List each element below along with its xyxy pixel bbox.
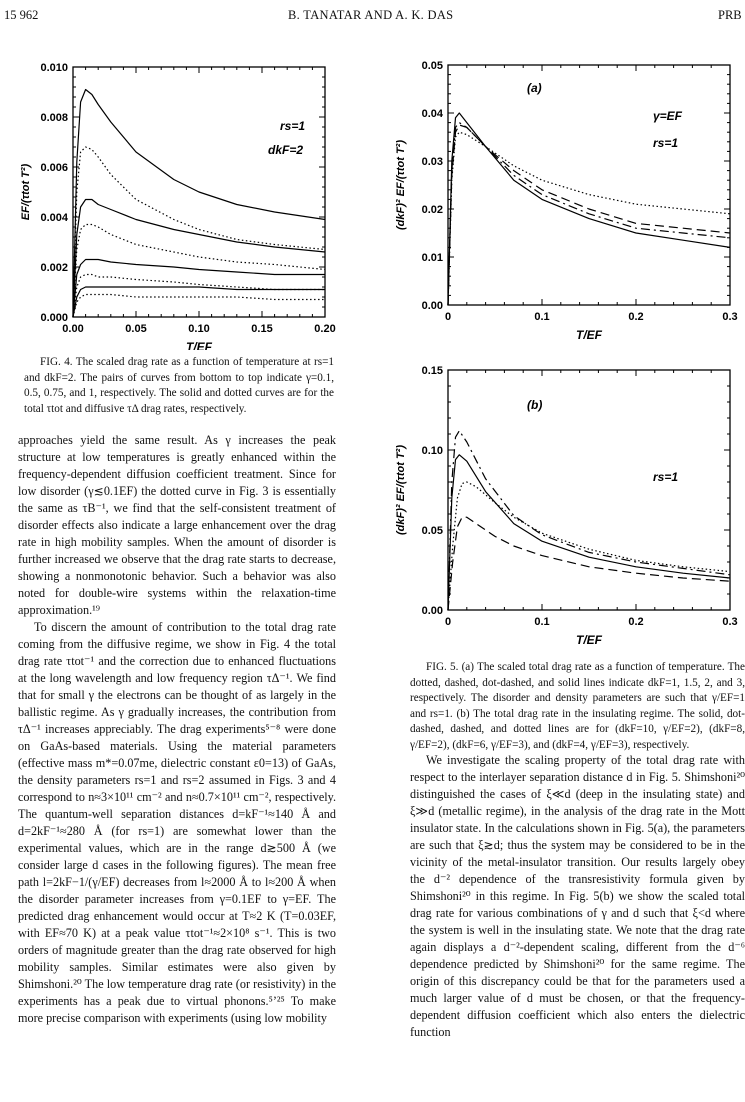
journal-name: PRB: [718, 8, 742, 22]
svg4-ytick-label: 0.000: [40, 312, 68, 324]
svg5a-ytick-label: 0.02: [421, 204, 443, 216]
running-authors: B. TANATAR AND A. K. DAS: [288, 8, 454, 22]
fig5a-annotation-gamma: γ=EF: [653, 109, 683, 123]
svg4-series-dotted-line: [73, 275, 325, 318]
fig5a-annotation-rs: rs=1: [653, 136, 679, 150]
svg4-ylabel: EF/(τtot T²): [20, 163, 32, 221]
svg4-ytick-label: 0.004: [40, 212, 68, 224]
fig4-annotation-rs: rs=1: [280, 119, 306, 133]
svg4-series-dotted-line: [73, 147, 325, 317]
svg5b-ytick-label: 0.10: [421, 445, 443, 457]
svg5b-ytick-label: 0.15: [421, 365, 443, 377]
svg4-xtick-label: 0.15: [251, 323, 273, 335]
svg5a-xtick-label: 0.2: [628, 311, 644, 323]
left-paragraph-1: approaches yield the same result. As γ increases the peak structure at low temperatures is greatly enhanced within the frequency-dependent diffusion coefficient treatment. Since for low disorder (γ≲0.1EF) the dotted curve in Fig. 3 is essentially the same as τB⁻¹, we find that the self-consistent treatment of disorder effects also indicate a large enhancement over the drag rate in high mobility samples. When the amount of disorder is further increased we observe that the drag rate starts to decrease, showing a nonmonotonic behavior. Such a behavior was also noted for double-wire systems within the relaxation-time approximation.¹⁹: [18, 433, 336, 617]
svg5b-xtick-label: 0.3: [722, 616, 738, 628]
svg4-series-dotted-line: [73, 225, 325, 318]
fig4-caption: [24, 355, 334, 417]
svg5b-xtick-label: 0: [444, 616, 452, 628]
fig5b-panel-label: (b): [527, 398, 543, 412]
svg5a-series-dashdot-line: [448, 123, 730, 305]
svg4-ytick-label: 0.008: [40, 112, 68, 124]
fig4-annotation-dkf: dkF=2: [268, 143, 304, 157]
left-column-text: [18, 432, 336, 1027]
svg5b-xtick-label: 0.1: [534, 616, 550, 628]
fig5b-annotation-rs: rs=1: [653, 470, 679, 484]
svg5a-xtick-label: 0.1: [534, 311, 550, 323]
svg5a-xtick-label: 0.3: [722, 311, 738, 323]
fig5a-chart: [390, 50, 745, 340]
svg5a-ytick-label: 0.01: [421, 252, 443, 264]
svg5a-xlabel: T/EF: [576, 328, 602, 340]
figure-5a: [390, 50, 745, 340]
svg5a-ylabel: (dkF)² EF/(τtot T²): [395, 139, 407, 231]
svg4-ytick-label: 0.006: [40, 162, 68, 174]
svg5a-xtick-label: 0: [444, 311, 452, 323]
svg5a-ytick-label: 0.03: [421, 156, 443, 168]
svg5a-ytick-label: 0.00: [421, 300, 443, 312]
left-paragraph-2: To discern the amount of contribution to the total drag rate coming from the diffusive regime, we show in Fig. 4 the total drag rate τtot⁻¹ and the correction due to enhanced fluctuations at the long wavelength and low frequency region τΔ⁻¹. We find that for small γ the electrons can be thought of as largely in the ballistic regime. As γ gradually increases, the contribution from τΔ⁻¹ increases appreciably. The drag experiments⁵⁻⁸ were done on GaAs-based materials. Using the material parameters (effective mass m*=0.07me, dielectric constant ε0=13) of GaAs, the density parameters rs=1 and rs=2 assumed in Figs. 3 and 4 correspond to n≈3×10¹¹ cm⁻² and n≈0.7×10¹¹ cm⁻², respectively. The quantum-well separation distances d=kF⁻¹≈140 Å and d=2kF⁻¹≈280 Å (for rs=1) are somewhat lower than the experimental values, which are in the range d≳500 Å (we consider large d cases in the following figures). The mean free path l=2kF−1/(γ/EF) decreases from l≈2000 Å to l≈200 Å when the disorder parameter increases from γ=0.1EF to γ=EF. The predicted drag enhancement would occur at T≈2 K (T=0.03EF, with EF≈70 K) at a peak value τtot⁻¹≈2×10⁸ s⁻¹. This is two orders of magnitude greater than the drag rate observed for high mobility samples. Similar estimates were also given by Shimshoni.²⁰ The low temperature drag rate (or resistivity) in the experiments has a peak due to virtual phonons.⁵ʼ²⁵ To make more precise comparison with experiments (using low mobility: [18, 620, 336, 1025]
svg4-series-solid-line: [73, 260, 325, 318]
svg4-ytick-label: 0.002: [40, 262, 68, 274]
svg4-ytick-label: 0.010: [40, 62, 68, 74]
page-header: [0, 0, 745, 26]
svg5b-series-dashdot-line: [448, 431, 730, 610]
fig5b-chart: [390, 355, 745, 645]
svg5b-ytick-label: 0.00: [421, 605, 443, 617]
svg4-xtick-label: 0.00: [62, 323, 84, 335]
svg5b-ytick-label: 0.05: [421, 525, 443, 537]
fig4-chart: [0, 50, 345, 350]
right-paragraph-1: We investigate the scaling property of the total drag rate with respect to the interlayer separation distance d in Fig. 5. Shimshoni²⁰ distinguished the cases of ξ≪d (deep in the insulating state) and ξ≫d (metallic regime), in the analysis of the drag rate in the Mott insulator state. In the calculations shown in Fig. 5(a), the parameters are such that ξ≳d; thus the system may be considered to be in the vicinity of the metal-insulator transition. Our results largely obey the d⁻² dependence of the transresistivity formula given by Shimshoni²⁰ in this regime. In Fig. 5(b) we show the scaled total drag rate for various combinations of γ and d such that ξ<d where the system is well in the insulating state. We note that the drag rate again displays a d⁻²-dependent scaling, different from the d⁻⁶ dependence predicted by Shimshoni²⁰ for the same regime. The origin of this discrepancy could be that for the parameters used a much larger value of d must be chosen, or that the frequency-dependent diffusion coefficient which also enters the dielectric function: [410, 753, 745, 1039]
svg4-xtick-label: 0.10: [188, 323, 210, 335]
svg5b-xtick-label: 0.2: [628, 616, 644, 628]
svg5a-plot-frame: [448, 65, 730, 305]
figure-4: [0, 50, 345, 350]
fig5-caption: [410, 660, 745, 753]
figure-5b: [390, 355, 745, 645]
svg4-xtick-label: 0.20: [314, 323, 336, 335]
svg5b-ylabel: (dkF)² EF/(τtot T²): [395, 444, 407, 536]
svg5b-series-dashed-line: [448, 517, 730, 610]
fig5-caption-text: FIG. 5. (a) The scaled total drag rate as a function of temperature. The dotted, dashed, dot-dashed, and solid lines indicate dkF=1, 1.5, 2, and 3, respectively. The disorder and density parameters are such that γ/EF=1 and rs=1. (b) The total drag rate in the insulating regime. The solid, dot-dashed, dashed, and dotted lines are for (dkF=10, γ/EF=2), (dkF=8, γ/EF=2), (dkF=6, γ/EF=3), and (dkF=4, γ/EF=3), respectively.: [410, 661, 745, 751]
right-column-text: [410, 752, 745, 1041]
svg5a-ytick-label: 0.05: [421, 60, 443, 72]
page-number: 15 962: [4, 8, 39, 22]
svg5b-xlabel: T/EF: [576, 633, 602, 645]
fig5a-panel-label: (a): [527, 81, 542, 95]
svg4-xtick-label: 0.05: [125, 323, 147, 335]
svg5a-ytick-label: 0.04: [421, 108, 443, 120]
svg5b-series-solid-line: [448, 455, 730, 610]
svg4-xlabel: T/EF: [186, 340, 212, 350]
fig4-caption-text: FIG. 4. The scaled drag rate as a function of temperature at rs=1 and dkF=2. The pairs of curves from bottom to top indicate γ=0.1, 0.5, 0.75, and 1, respectively. The solid and dotted curves are for the total τtot and diffusive τΔ drag rates, respectively.: [24, 356, 334, 415]
svg5b-series-dotted-line: [448, 482, 730, 610]
